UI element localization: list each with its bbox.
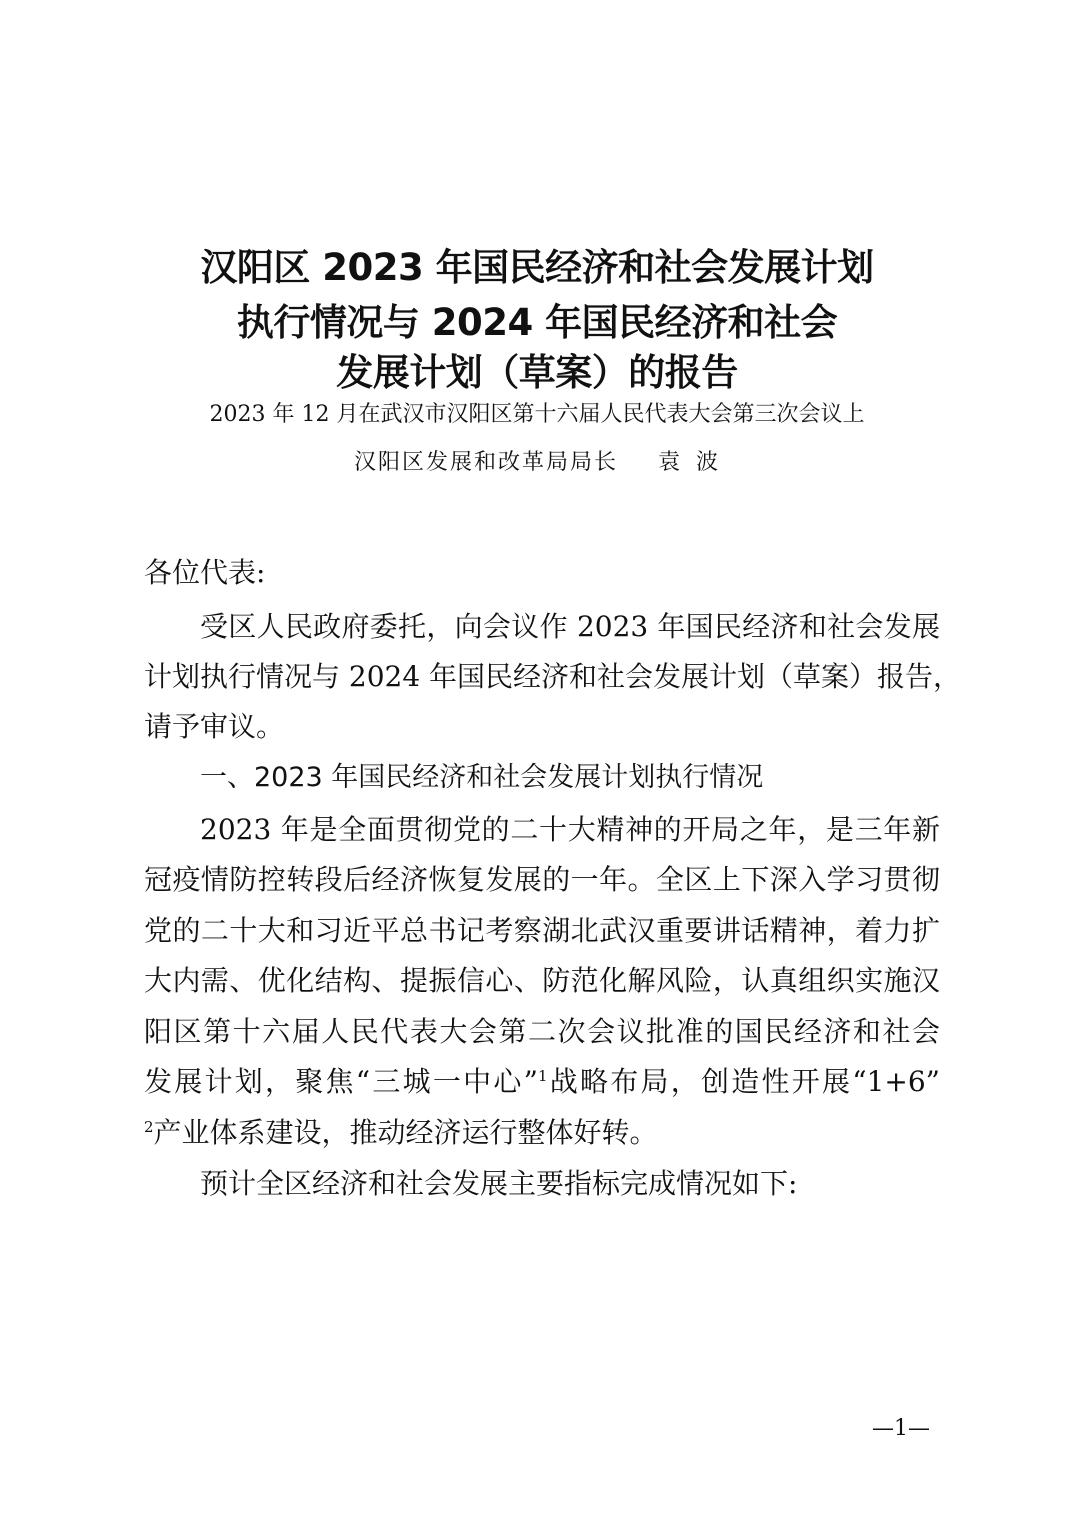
intro-line-1: 受区人民政府委托，向会议作 2023 年国民经济和社会发展	[200, 610, 940, 643]
body-line-5: 阳区第十六届人民代表大会第二次会议批准的国民经济和社会	[144, 1015, 940, 1048]
meeting-line: 2023 年 12 月在武汉市汉阳区第十六届人民代表大会第三次会议上	[209, 402, 865, 427]
title-line-2: 执行情况与 2024 年国民经济和社会	[236, 301, 838, 344]
title-line-3: 发展计划（草案）的报告	[336, 351, 738, 394]
body-line-6	[144, 1065, 940, 1098]
body-line-1: 2023 年是全面贯彻党的二十大精神的开局之年，是三年新	[200, 813, 940, 846]
reporter-name-second: 波	[696, 450, 721, 475]
footnote-marker-2: 2	[144, 1118, 154, 1136]
intro-line-2: 计划执行情况与 2024 年国民经济和社会发展计划（草案）报告，	[144, 660, 962, 693]
closing-line: 预计全区经济和社会发展主要指标完成情况如下:	[200, 1167, 798, 1200]
body-line-6-before: 发展计划，聚焦“三城一中心”	[144, 1065, 538, 1098]
body-line-7	[144, 1116, 658, 1149]
intro-line-3: 请予审议。	[144, 710, 285, 743]
reporter-name-first: 袁	[657, 450, 682, 475]
title-line-1: 汉阳区 2023 年国民经济和社会发展计划	[200, 246, 874, 289]
reporter-title: 汉阳区发展和改革局局长	[353, 450, 618, 475]
body-line-6-after: 战略布局，创造性开展“1+6”	[547, 1065, 940, 1098]
page-number: —1—	[872, 1416, 930, 1441]
body-line-4: 大内需、优化结构、提振信心、防范化解风险，认真组织实施汉	[144, 964, 940, 997]
body-line-7-text: 产业体系建设，推动经济运行整体好转。	[153, 1116, 658, 1149]
salutation: 各位代表:	[144, 556, 266, 589]
body-line-2: 冠疫情防控转段后经济恢复发展的一年。全区上下深入学习贯彻	[144, 863, 940, 896]
footnote-marker-1: 1	[537, 1067, 548, 1085]
body-line-3: 党的二十大和习近平总书记考察湖北武汉重要讲话精神，着力扩	[144, 914, 940, 947]
section-heading: 一、2023 年国民经济和社会发展计划执行情况	[200, 762, 764, 793]
reporter-line	[0, 452, 1074, 474]
